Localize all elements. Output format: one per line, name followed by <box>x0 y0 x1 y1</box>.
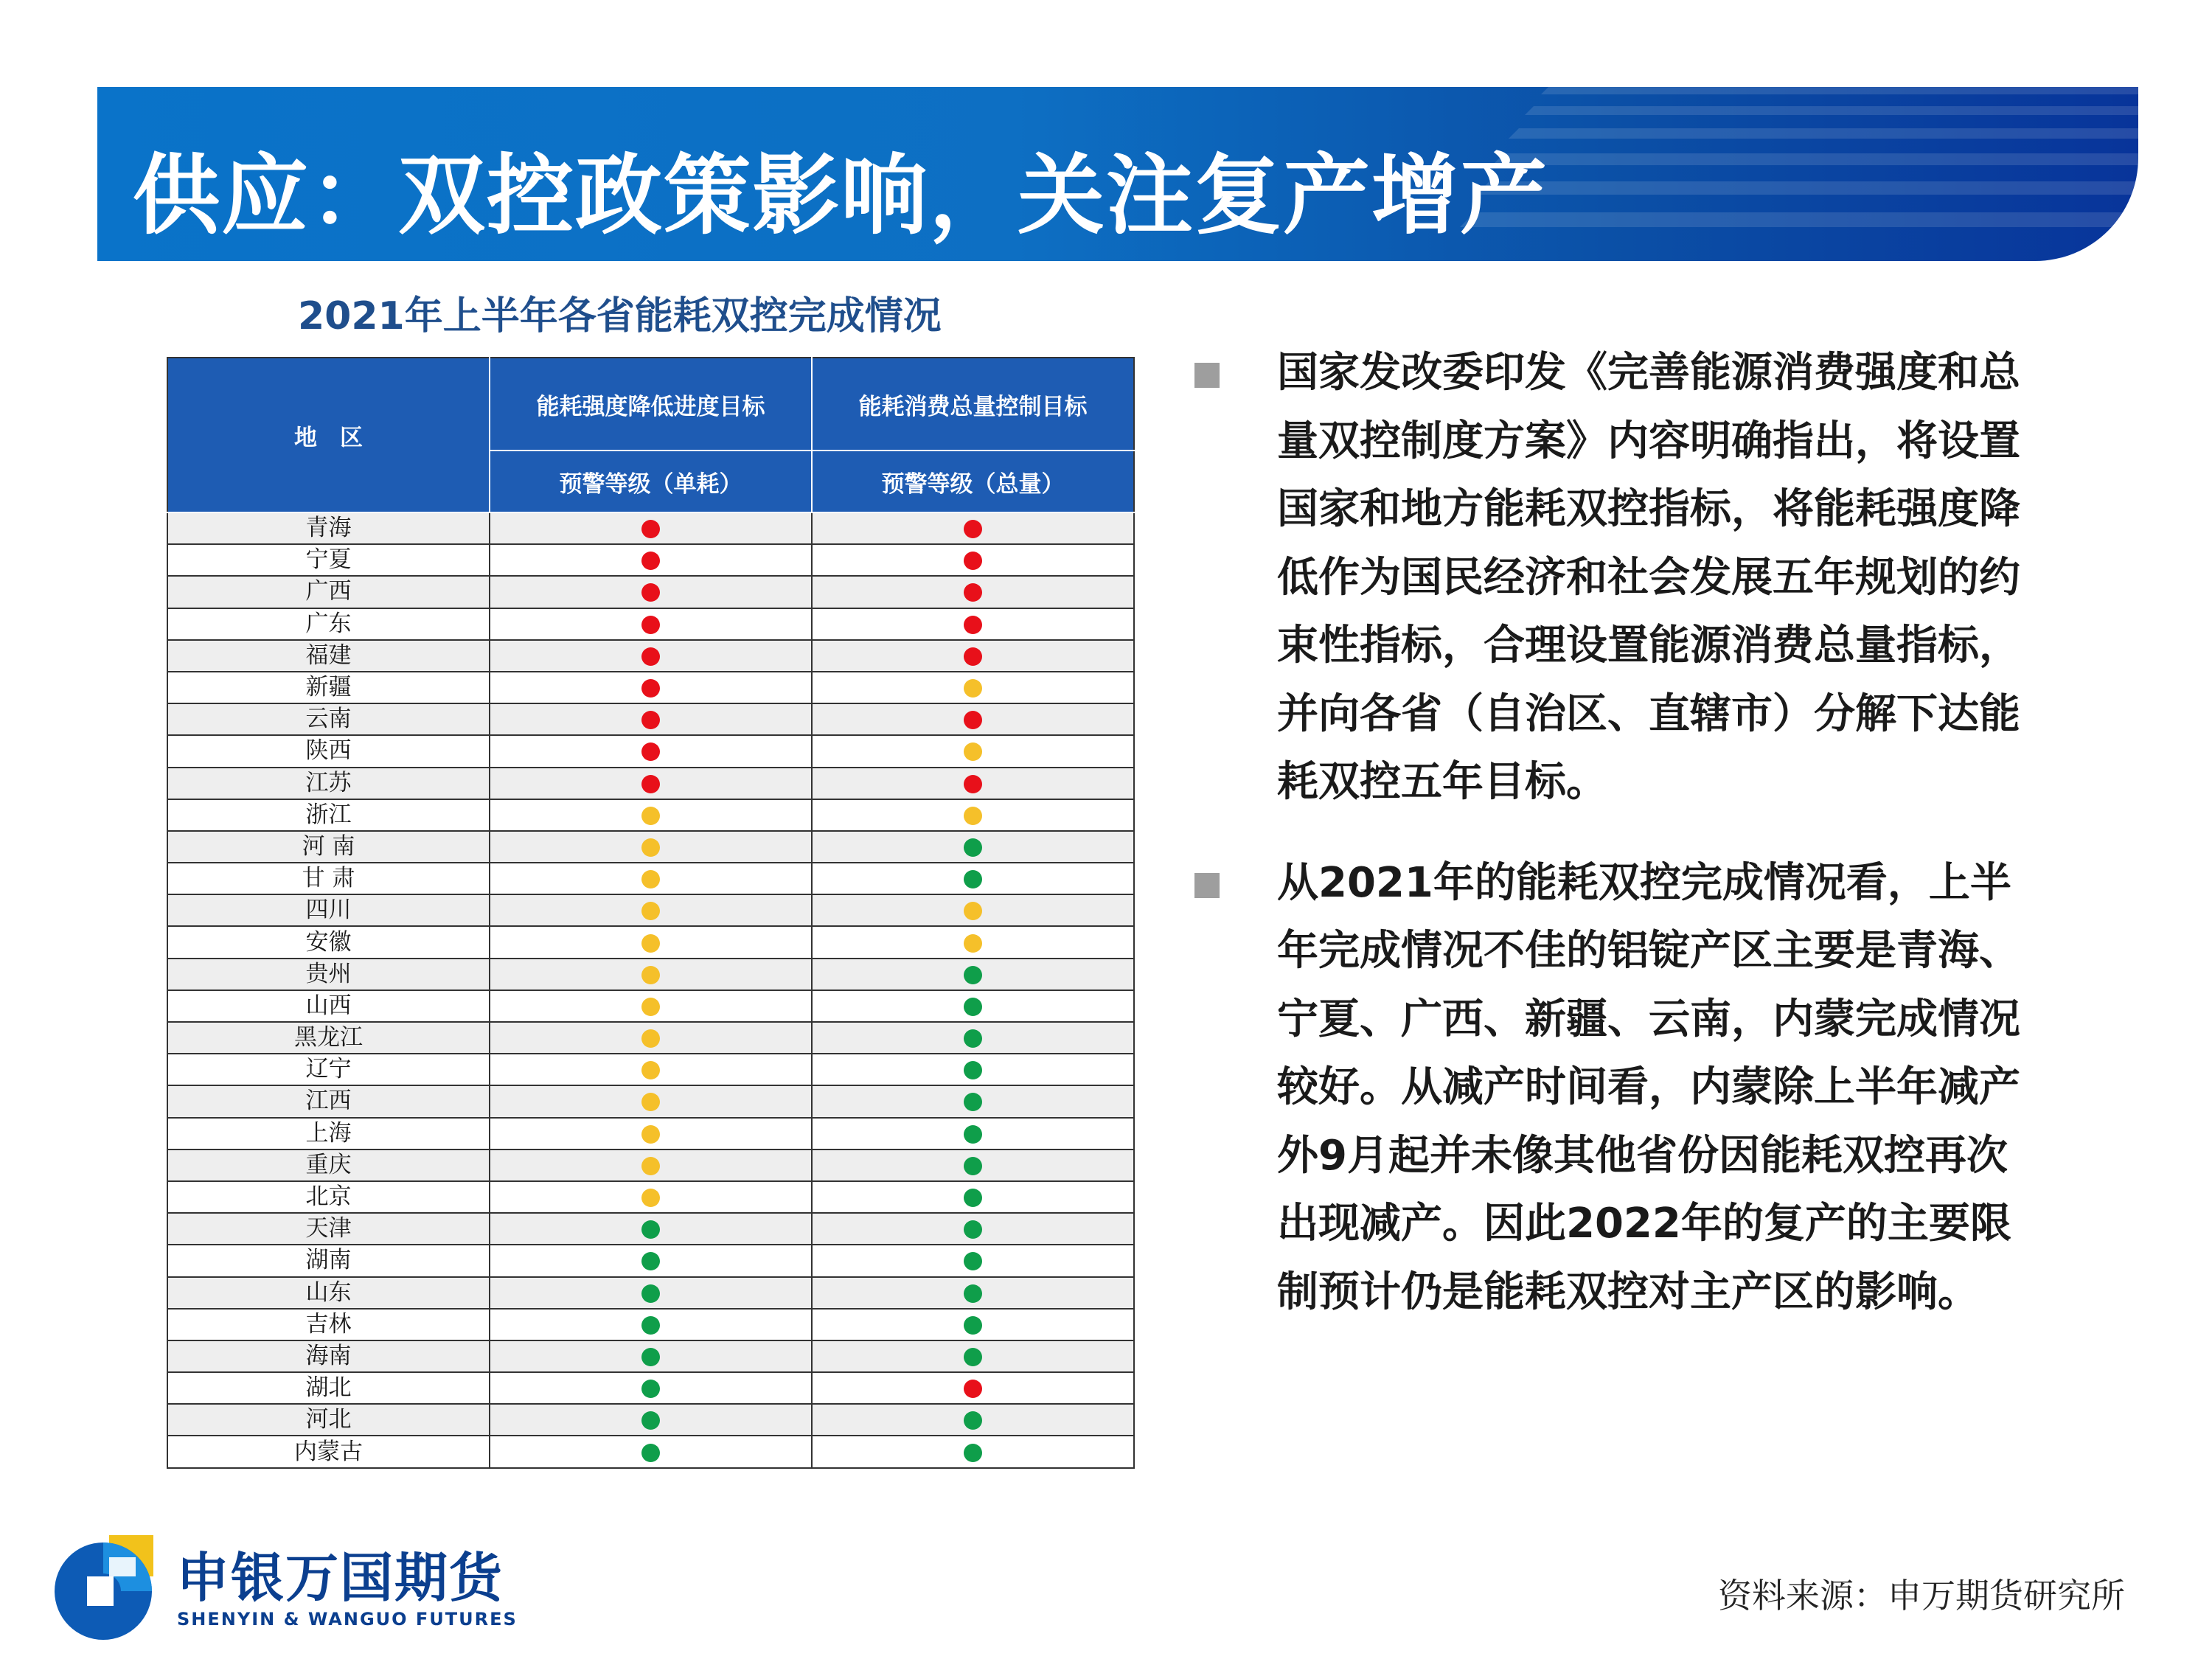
table-row <box>167 640 1134 672</box>
total-status-cell <box>812 990 1134 1022</box>
status-dot-icon <box>641 966 660 984</box>
bullet-list <box>1194 339 2042 1359</box>
status-dot-icon <box>964 711 982 729</box>
status-dot-icon <box>964 998 982 1016</box>
intensity-status-cell <box>490 672 812 703</box>
table-row <box>167 576 1134 608</box>
status-dot-icon <box>964 1411 982 1430</box>
status-dot-icon <box>641 552 660 570</box>
intensity-status-cell <box>490 1150 812 1181</box>
status-dot-icon <box>964 838 982 857</box>
region-cell: 山西 <box>167 990 490 1022</box>
region-cell: 湖北 <box>167 1372 490 1404</box>
status-dot-icon <box>641 807 660 825</box>
total-status-cell <box>812 1085 1134 1117</box>
status-dot-icon <box>641 1284 660 1303</box>
intensity-status-cell <box>490 608 812 640</box>
status-dot-icon <box>964 934 982 953</box>
intensity-status-cell <box>490 1277 812 1309</box>
region-cell: 海南 <box>167 1340 490 1372</box>
region-cell: 陕西 <box>167 735 490 767</box>
intensity-status-cell <box>490 1245 812 1276</box>
table-row <box>167 990 1134 1022</box>
status-dot-icon <box>964 1093 982 1111</box>
intensity-status-cell <box>490 768 812 799</box>
subheader-total: 预警等级（总量） <box>812 451 1134 512</box>
col-header-intensity: 能耗强度降低进度目标 <box>490 358 812 451</box>
table-row <box>167 1150 1134 1181</box>
status-dot-icon <box>641 902 660 920</box>
logo-mark-icon <box>47 1532 165 1643</box>
region-cell: 广西 <box>167 576 490 608</box>
region-cell: 安徽 <box>167 926 490 958</box>
table-row <box>167 926 1134 958</box>
status-dot-icon <box>641 1444 660 1462</box>
total-status-cell <box>812 1181 1134 1213</box>
intensity-status-cell <box>490 799 812 831</box>
intensity-status-cell <box>490 1054 812 1085</box>
status-dot-icon <box>964 1444 982 1462</box>
status-dot-icon <box>641 1348 660 1366</box>
status-dot-icon <box>641 742 660 761</box>
status-dot-icon <box>641 1061 660 1079</box>
region-cell: 宁夏 <box>167 544 490 576</box>
total-status-cell <box>812 512 1134 544</box>
status-dot-icon <box>641 1220 660 1239</box>
region-cell: 吉林 <box>167 1309 490 1340</box>
status-dot-icon <box>964 552 982 570</box>
table-row <box>167 1309 1134 1340</box>
total-status-cell <box>812 608 1134 640</box>
total-status-cell <box>812 1277 1134 1309</box>
intensity-status-cell <box>490 1181 812 1213</box>
table-row <box>167 1404 1134 1436</box>
region-cell: 贵州 <box>167 959 490 990</box>
table-row <box>167 894 1134 926</box>
status-dot-icon <box>641 1125 660 1144</box>
status-dot-icon <box>641 1157 660 1175</box>
total-status-cell <box>812 799 1134 831</box>
status-dot-icon <box>964 1220 982 1239</box>
region-cell: 四川 <box>167 894 490 926</box>
total-status-cell <box>812 735 1134 767</box>
status-dot-icon <box>641 870 660 888</box>
status-dot-icon <box>641 1252 660 1270</box>
status-dot-icon <box>964 647 982 666</box>
region-cell: 上海 <box>167 1118 490 1150</box>
status-dot-icon <box>964 775 982 793</box>
logo-text-en: SHENYIN & WANGUO FUTURES <box>177 1609 518 1630</box>
total-status-cell <box>812 1309 1134 1340</box>
intensity-status-cell <box>490 1436 812 1467</box>
intensity-status-cell <box>490 1404 812 1436</box>
status-dot-icon <box>964 966 982 984</box>
company-logo <box>47 1532 563 1643</box>
intensity-status-cell <box>490 544 812 576</box>
intensity-status-cell <box>490 1022 812 1054</box>
status-dot-icon <box>964 902 982 920</box>
status-dot-icon <box>641 679 660 698</box>
region-cell: 湖南 <box>167 1245 490 1276</box>
intensity-status-cell <box>490 735 812 767</box>
status-dot-icon <box>641 1380 660 1398</box>
table-row <box>167 544 1134 576</box>
region-cell: 天津 <box>167 1213 490 1245</box>
status-dot-icon <box>964 616 982 634</box>
status-dot-icon <box>964 1348 982 1366</box>
region-cell: 广东 <box>167 608 490 640</box>
table-row <box>167 799 1134 831</box>
bullet-item <box>1194 849 2042 1327</box>
total-status-cell <box>812 959 1134 990</box>
status-dot-icon <box>964 1125 982 1144</box>
total-status-cell <box>812 926 1134 958</box>
status-dot-icon <box>641 934 660 953</box>
region-cell: 云南 <box>167 703 490 735</box>
total-status-cell <box>812 1213 1134 1245</box>
table-body <box>167 512 1134 1468</box>
total-status-cell <box>812 640 1134 672</box>
status-dot-icon <box>964 1157 982 1175</box>
region-cell: 北京 <box>167 1181 490 1213</box>
status-dot-icon <box>964 679 982 698</box>
total-status-cell <box>812 576 1134 608</box>
source-note: 资料来源：申万期货研究所 <box>1718 1576 2125 1615</box>
total-status-cell <box>812 1340 1134 1372</box>
intensity-status-cell <box>490 959 812 990</box>
region-cell: 重庆 <box>167 1150 490 1181</box>
table-row <box>167 672 1134 703</box>
region-cell: 辽宁 <box>167 1054 490 1085</box>
total-status-cell <box>812 831 1134 863</box>
table-row <box>167 863 1134 894</box>
intensity-status-cell <box>490 703 812 735</box>
intensity-status-cell <box>490 1085 812 1117</box>
intensity-status-cell <box>490 1118 812 1150</box>
table-row <box>167 512 1134 544</box>
total-status-cell <box>812 1054 1134 1085</box>
table-row <box>167 1054 1134 1085</box>
region-cell: 江西 <box>167 1085 490 1117</box>
col-header-total: 能耗消费总量控制目标 <box>812 358 1134 451</box>
region-cell: 河 南 <box>167 831 490 863</box>
region-cell: 青海 <box>167 512 490 544</box>
total-status-cell <box>812 1150 1134 1181</box>
table-row <box>167 831 1134 863</box>
total-status-cell <box>812 863 1134 894</box>
status-dot-icon <box>641 1029 660 1048</box>
status-dot-icon <box>641 647 660 666</box>
status-dot-icon <box>964 1316 982 1335</box>
table-row <box>167 959 1134 990</box>
square-bullet-icon <box>1194 873 1220 898</box>
table-row <box>167 1436 1134 1467</box>
region-cell: 新疆 <box>167 672 490 703</box>
total-status-cell <box>812 672 1134 703</box>
total-status-cell <box>812 1372 1134 1404</box>
region-cell: 甘 肃 <box>167 863 490 894</box>
status-dot-icon <box>641 998 660 1016</box>
status-dot-icon <box>641 583 660 602</box>
intensity-status-cell <box>490 926 812 958</box>
title-banner <box>97 87 2138 261</box>
status-dot-icon <box>964 807 982 825</box>
subheader-intensity: 预警等级（单耗） <box>490 451 812 512</box>
region-cell: 福建 <box>167 640 490 672</box>
total-status-cell <box>812 703 1134 735</box>
bullet-text: 国家发改委印发《完善能源消费强度和总量双控制度方案》内容明确指出，将设置国家和地方能耗双控指标，将能耗强度降低作为国民经济和社会发展五年规划的约束性指标，合理设置能源消费总量指标，并向各省（自治区、直辖市）分解下达能耗双控五年目标。 <box>1277 349 2020 806</box>
intensity-status-cell <box>490 1372 812 1404</box>
status-dot-icon <box>964 520 982 538</box>
table-row <box>167 703 1134 735</box>
status-dot-icon <box>641 1189 660 1207</box>
table-row <box>167 1340 1134 1372</box>
status-dot-icon <box>641 520 660 538</box>
table-row <box>167 1245 1134 1276</box>
table-row <box>167 735 1134 767</box>
status-dot-icon <box>964 583 982 602</box>
total-status-cell <box>812 1404 1134 1436</box>
bullet-text: 从2021年的能耗双控完成情况看，上半年完成情况不佳的铝锭产区主要是青海、宁夏、广西、新疆、云南，内蒙完成情况较好。从减产时间看，内蒙除上半年减产外9月起并未像其他省份因能耗双控再次出现减产。因此2022年的复产的主要限制预计仍是能耗双控对主产区的影响。 <box>1277 858 2020 1316</box>
intensity-status-cell <box>490 863 812 894</box>
total-status-cell <box>812 1436 1134 1467</box>
table-caption: 2021年上半年各省能耗双控完成情况 <box>298 294 942 338</box>
intensity-status-cell <box>490 1213 812 1245</box>
status-dot-icon <box>964 1284 982 1303</box>
table-row <box>167 768 1134 799</box>
region-cell: 山东 <box>167 1277 490 1309</box>
province-table <box>167 357 1135 1469</box>
table-row <box>167 1372 1134 1404</box>
region-cell: 浙江 <box>167 799 490 831</box>
total-status-cell <box>812 1245 1134 1276</box>
status-dot-icon <box>641 838 660 857</box>
square-bullet-icon <box>1194 363 1220 388</box>
intensity-status-cell <box>490 1340 812 1372</box>
intensity-status-cell <box>490 831 812 863</box>
region-cell: 内蒙古 <box>167 1436 490 1467</box>
table-row <box>167 1277 1134 1309</box>
intensity-status-cell <box>490 894 812 926</box>
total-status-cell <box>812 894 1134 926</box>
total-status-cell <box>812 768 1134 799</box>
status-dot-icon <box>964 870 982 888</box>
status-dot-icon <box>641 711 660 729</box>
status-dot-icon <box>641 1316 660 1335</box>
table-row <box>167 1085 1134 1117</box>
status-dot-icon <box>964 1252 982 1270</box>
region-cell: 黑龙江 <box>167 1022 490 1054</box>
status-dot-icon <box>964 1189 982 1207</box>
status-dot-icon <box>964 742 982 761</box>
total-status-cell <box>812 544 1134 576</box>
intensity-status-cell <box>490 512 812 544</box>
logo-text-cn: 申银万国期货 <box>176 1547 504 1609</box>
status-dot-icon <box>964 1029 982 1048</box>
table-row <box>167 1213 1134 1245</box>
table-row <box>167 1118 1134 1150</box>
intensity-status-cell <box>490 990 812 1022</box>
table-row <box>167 1022 1134 1054</box>
status-dot-icon <box>964 1380 982 1398</box>
table-row <box>167 1181 1134 1213</box>
bullet-item <box>1194 339 2042 817</box>
status-dot-icon <box>641 1411 660 1430</box>
total-status-cell <box>812 1118 1134 1150</box>
status-dot-icon <box>641 616 660 634</box>
status-dot-icon <box>641 1093 660 1111</box>
intensity-status-cell <box>490 1309 812 1340</box>
region-cell: 江苏 <box>167 768 490 799</box>
col-header-region: 地 区 <box>167 358 490 512</box>
status-dot-icon <box>641 775 660 793</box>
intensity-status-cell <box>490 576 812 608</box>
page-title: 供应：双控政策影响，关注复产增产 <box>133 145 1549 246</box>
intensity-status-cell <box>490 640 812 672</box>
total-status-cell <box>812 1022 1134 1054</box>
status-dot-icon <box>964 1061 982 1079</box>
table-row <box>167 608 1134 640</box>
region-cell: 河北 <box>167 1404 490 1436</box>
